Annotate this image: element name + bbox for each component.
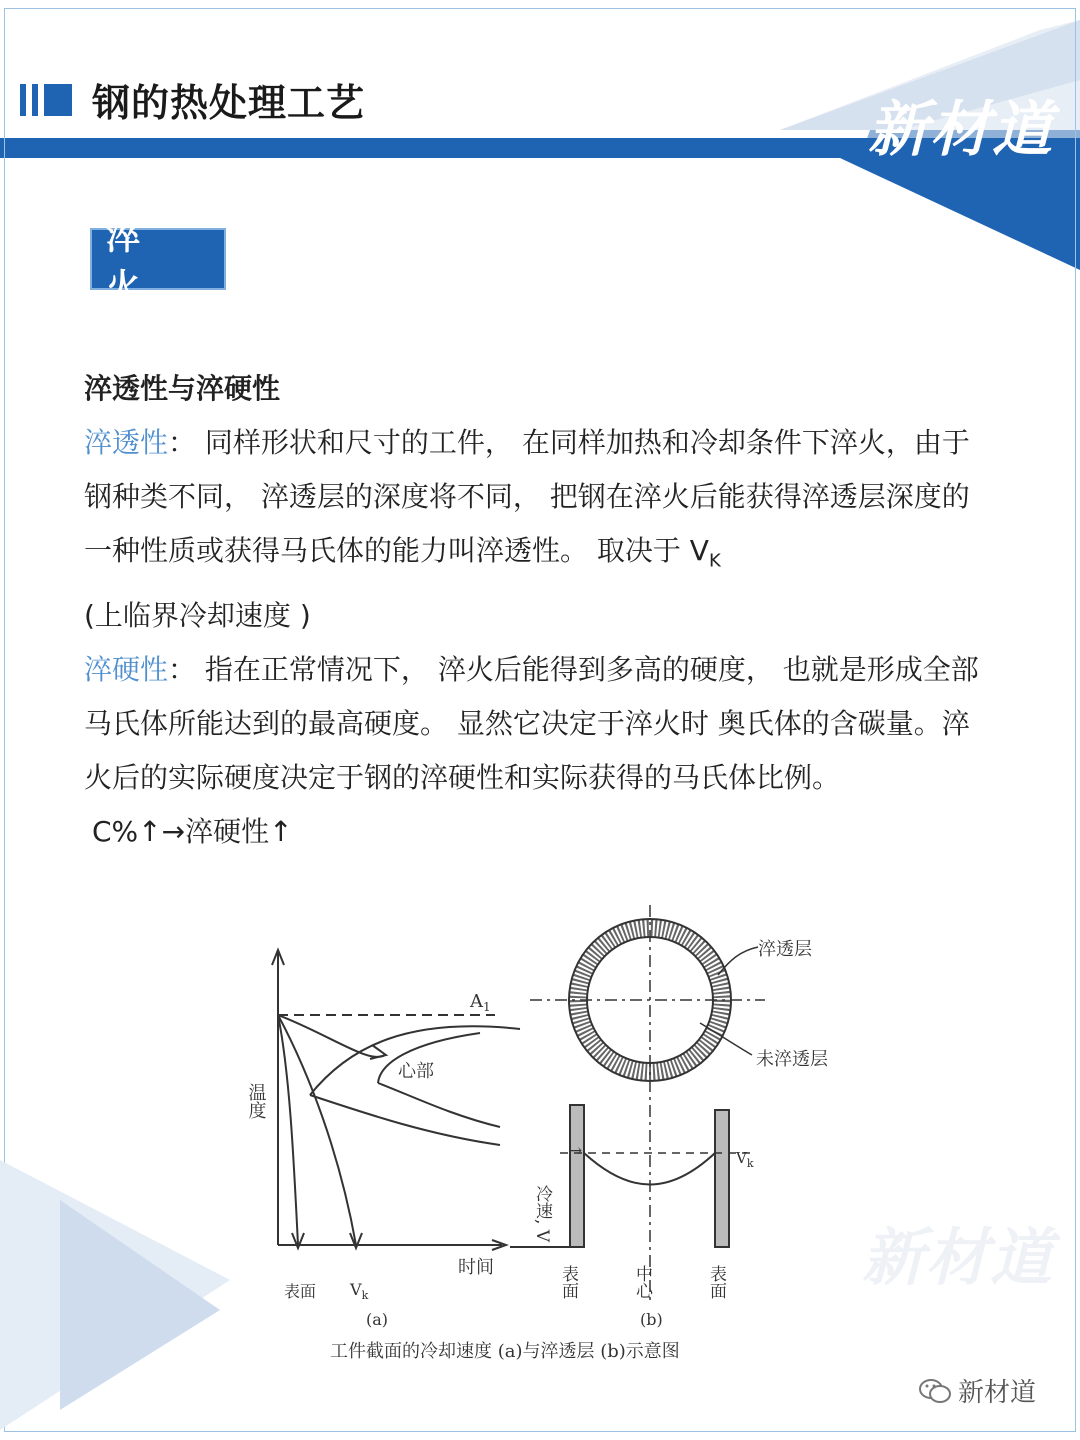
vk-label xyxy=(349,1280,369,1302)
figure-a-label: (a) xyxy=(366,1310,389,1329)
page-title: 钢的热处理工艺 xyxy=(92,81,366,125)
curve-core xyxy=(278,1015,385,1057)
paragraph-hardness xyxy=(84,643,984,805)
subheading: 淬透性与淬硬性 xyxy=(84,372,281,405)
section-tag: 淬 火 xyxy=(90,228,226,290)
curve-vk xyxy=(278,1015,356,1245)
unhardened-layer-label: 未淬透层 xyxy=(756,1049,828,1070)
watermark: 新材道 xyxy=(862,1221,1055,1294)
surface-left-label: 表面 xyxy=(558,1265,578,1299)
vk-label-b-subscript: k xyxy=(746,1157,754,1170)
vk-label-text: V xyxy=(350,1280,362,1299)
vk-label-subscript: k xyxy=(361,1289,369,1302)
a1-label xyxy=(469,991,491,1014)
y-axis-label: 温度 xyxy=(245,1083,267,1119)
surface-right-label: 表面 xyxy=(706,1265,726,1299)
vk-subscript: K xyxy=(708,550,721,572)
center-label: 中心 xyxy=(632,1265,652,1299)
figure-b-label: (b) xyxy=(640,1310,663,1329)
right-wall xyxy=(715,1110,729,1247)
term-hardness: 淬硬性 xyxy=(84,652,169,686)
x-axis-label: 时间 xyxy=(458,1257,494,1278)
footer-account xyxy=(918,1372,1036,1409)
paragraph-hardenability xyxy=(84,416,984,643)
figure-caption: 工件截面的冷却速度 (a)与淬透层 (b)示意图 xyxy=(330,1341,680,1362)
figure-cooling-rate xyxy=(230,905,850,1375)
footer-account-name: 新材道 xyxy=(958,1378,1037,1408)
brand-logo: 新材道 xyxy=(868,95,1054,165)
term-hardenability: 淬透性 xyxy=(84,426,169,459)
hardened-layer-label: 淬透层 xyxy=(758,939,812,960)
bottom-decoration xyxy=(0,1160,240,1440)
a1-subscript: 1 xyxy=(483,1000,491,1014)
vk-label-b xyxy=(735,1149,754,1170)
cooling-arrow-label: → xyxy=(568,1141,583,1161)
cooling-rate-label: 冷速, V xyxy=(532,1185,552,1243)
paragraph-hardness-text: ： 指在正常情况下， 淬火后能得到多高的硬度， 也就是形成全部马氏体所能达到的最高硬度。 显然它决定于淬火时 奥氏体的含碳量。淬火后的实际硬度决定于钢的淬硬性和实际获得的马氏体比例。 xyxy=(84,652,979,794)
formula: C%↑→淬硬性↑ xyxy=(92,814,293,848)
wechat-icon xyxy=(918,1377,952,1405)
title-marks-icon xyxy=(20,84,72,116)
article-body xyxy=(84,362,984,859)
paragraph-hardenability-text: ： 同样形状和尺寸的工件， 在同样加热和冷却条件下淬火，由于钢种类不同， 淬透层的深度将不同， 把钢在淬火后能获得淬透层深度的一种性质或获得马氏体的能力叫淬透性。 取决于 V xyxy=(84,426,970,567)
surface-label: 表面 xyxy=(284,1282,317,1301)
a1-label-text: A xyxy=(470,991,483,1012)
c-curve2-lower xyxy=(378,1083,500,1127)
paragraph-hardenability-tail: (上临界冷却速度 ) xyxy=(84,598,311,632)
vk-label-b-text: V xyxy=(736,1149,747,1167)
core-label: 心部 xyxy=(398,1061,434,1082)
left-wall xyxy=(570,1105,584,1247)
